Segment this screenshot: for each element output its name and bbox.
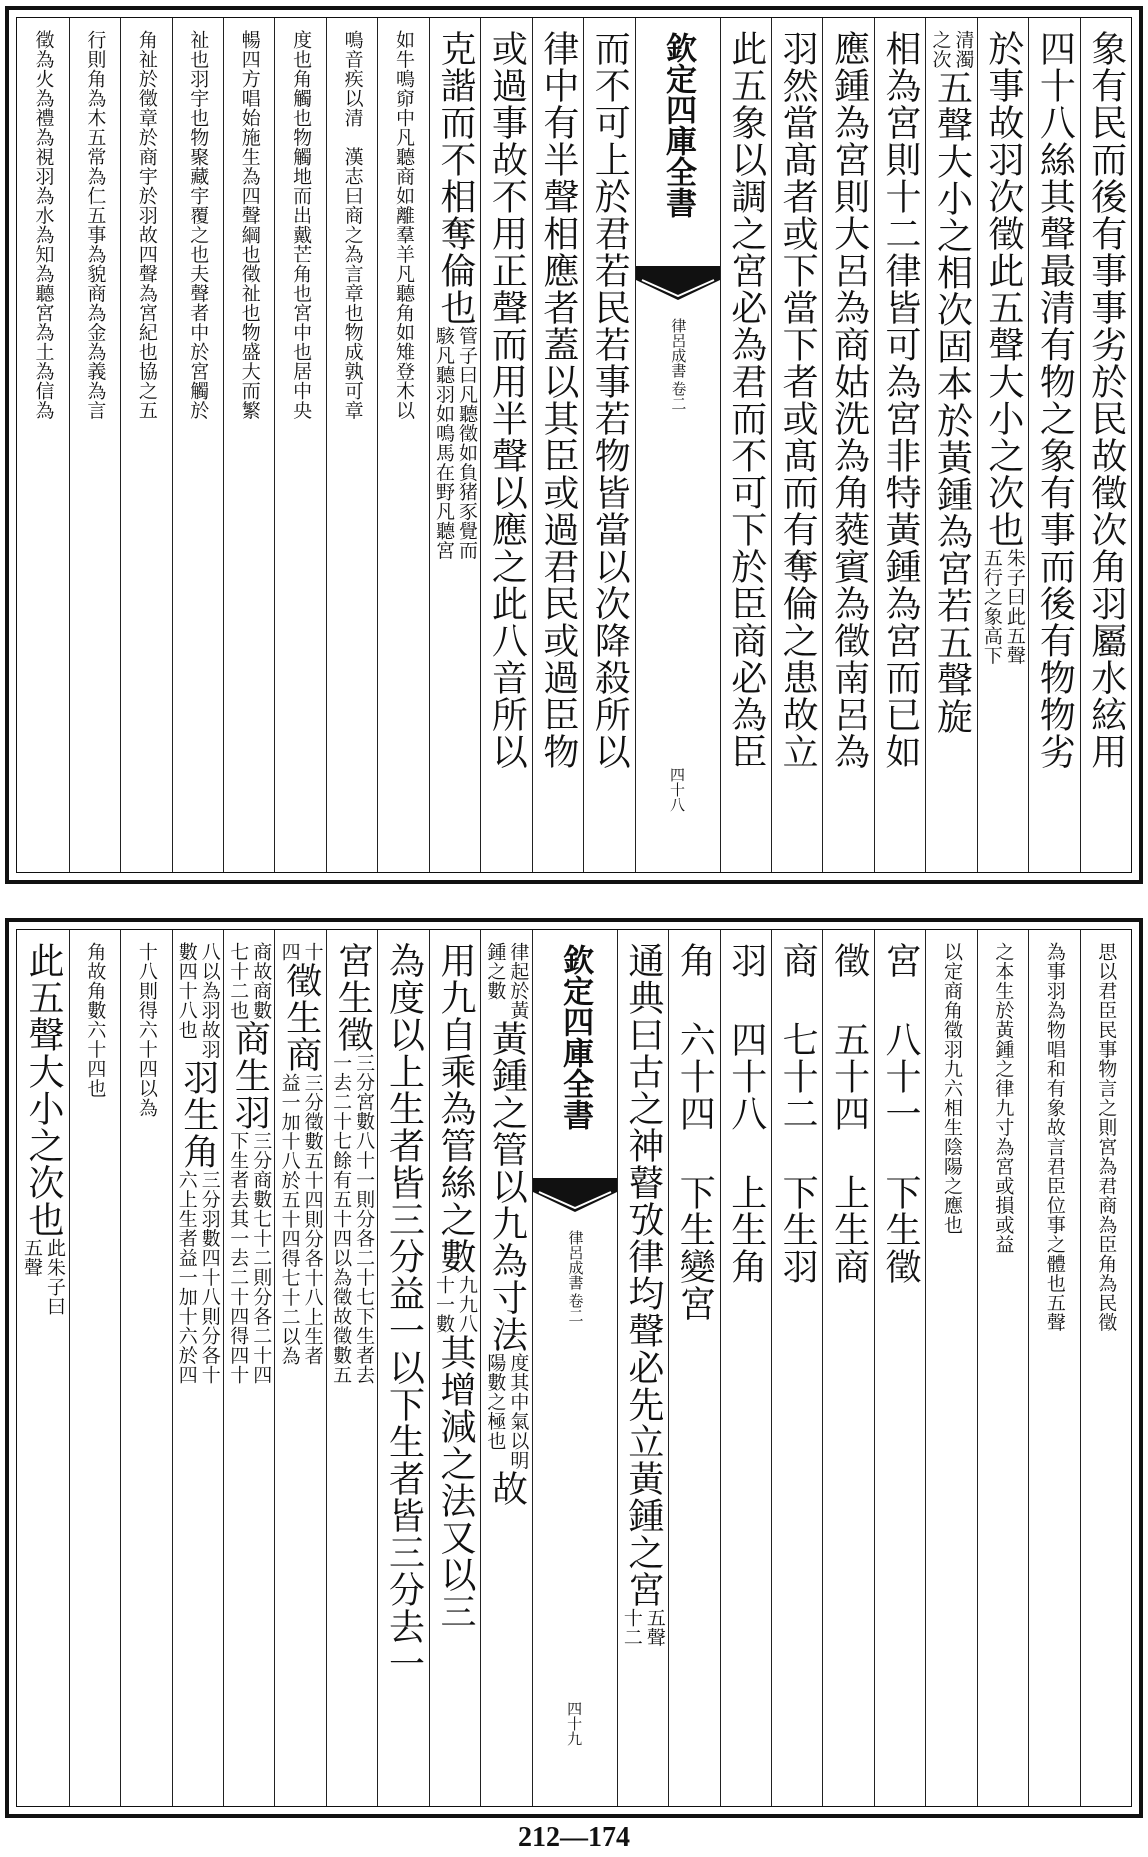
interlinear-note — [982, 548, 1024, 665]
text-column — [17, 18, 68, 872]
note-line: 九九八 — [455, 1275, 478, 1334]
text-column — [326, 930, 377, 1806]
column-text: 或過事故不用正聲而用半聲以應之此八音所以 — [486, 30, 528, 770]
pitch-entry — [721, 942, 771, 1285]
interlinear-note — [227, 942, 273, 1020]
main-text: 五聲大小之相次固本於黃鍾為宮若五聲旋 — [931, 69, 973, 735]
text-column — [172, 930, 223, 1806]
interlinear-note — [330, 1053, 376, 1385]
text-column — [274, 930, 325, 1806]
generation-rule: 下生徵 — [880, 1174, 922, 1285]
main-text: 此五聲大小之次也 — [22, 942, 64, 1238]
column-text: 角故角數六十四也 — [84, 942, 107, 1098]
text-column — [874, 18, 925, 872]
fish-tail-mark — [636, 266, 720, 300]
pitch-number: 四十八 — [725, 1021, 767, 1132]
text-column — [925, 930, 976, 1806]
interlinear-note — [227, 1131, 273, 1385]
pitch-entry — [669, 942, 719, 1322]
bottom-page-columns — [16, 929, 1132, 1807]
book-title-label: 律呂成書 — [566, 1230, 585, 1290]
main-text: 通典曰古之神瞽攷律均聲必先立黃鍾之宮 — [622, 942, 664, 1608]
column-text: 暢四方唱始施生為四聲綱也徵祉也物盛大而繁 — [238, 30, 261, 420]
bottom-page — [5, 918, 1143, 1818]
text-column — [977, 930, 1028, 1806]
column-text: 相為宮則十二律皆可為宮非特黃鍾為宮而已如 — [880, 30, 922, 770]
text-column — [223, 18, 274, 872]
column-text: 四十八絲其聲最清有物之象有事而後有物物劣 — [1034, 30, 1076, 770]
main-text: 徵生商 — [280, 961, 322, 1073]
text-column — [69, 930, 120, 1806]
pitch-name: 宮 — [880, 942, 922, 979]
column-text: 為事羽為物唱和有象故言君臣位事之體也五聲 — [1043, 942, 1066, 1332]
main-text: 克諧而不相奪倫也 — [434, 30, 476, 326]
text-column — [583, 18, 634, 872]
pitch-number: 八十一 — [880, 1021, 922, 1132]
column-text: 祉也羽宇也物聚藏宇覆之也夫聲者中於宮觸於 — [187, 30, 210, 420]
note-line: 十 — [301, 942, 324, 962]
note-line: 十一數 — [432, 1275, 455, 1334]
text-column — [223, 930, 274, 1806]
note-line: 商故商數 — [250, 942, 273, 1020]
note-line: 四 — [278, 942, 301, 962]
interlinear-note — [434, 326, 476, 560]
text-column — [977, 18, 1028, 872]
note-line: 一去二十七餘有五十四以為徵故徵數五 — [330, 1053, 353, 1385]
note-line: 度其中氣以明 — [507, 1353, 530, 1470]
column-text: 行則角為木五常為仁五事為貌商為金為義為言 — [84, 30, 107, 420]
note-line: 管子曰凡聽徵如負猪豕覺而 — [455, 326, 478, 560]
note-line: 八以為羽故羽 — [198, 942, 221, 1059]
note-line: 五行之象高下 — [980, 548, 1003, 665]
main-text: 羽生角 — [177, 1059, 219, 1170]
text-column — [120, 930, 171, 1806]
annotated-column — [327, 942, 377, 1385]
generation-rule: 上生角 — [725, 1174, 767, 1285]
note-line: 此朱子曰 — [43, 1238, 66, 1316]
text-column — [771, 930, 822, 1806]
main-text: 黃鍾之管以九為寸法 — [486, 1020, 528, 1353]
top-page-columns — [16, 17, 1132, 873]
text-column — [480, 930, 531, 1806]
text-column — [1080, 18, 1131, 872]
annotated-column — [481, 942, 531, 1507]
interlinear-note — [484, 942, 530, 1020]
text-column — [1028, 930, 1079, 1806]
center-gutter — [635, 18, 720, 872]
generation-rule: 下生羽 — [777, 1174, 819, 1285]
text-column — [326, 18, 377, 872]
column-text: 角祉於徵章於商宇於羽故四聲為宮紀也協之五 — [135, 30, 158, 420]
book-series-title: 欽定四庫全書 — [660, 32, 696, 218]
column-text: 鳴音疾以清 漢志曰商之為言章也物成孰可章 — [341, 30, 364, 420]
pitch-number: 六十四 — [674, 1021, 716, 1132]
note-line: 律起於黃 — [507, 942, 530, 1020]
volume-label: 卷二 — [669, 381, 688, 411]
volume-label: 卷二 — [566, 1293, 585, 1323]
annotated-column — [275, 942, 325, 1365]
pitch-number: 七十二 — [777, 1021, 819, 1132]
annotated-column — [17, 942, 68, 1316]
text-column — [274, 18, 325, 872]
column-text: 度也角觸也物觸地而出戴芒角也宮中也居中央 — [290, 30, 313, 420]
note-line: 朱子曰此五聲 — [1003, 548, 1026, 665]
text-column — [925, 18, 976, 872]
interlinear-note — [434, 1275, 476, 1334]
interlinear-note — [280, 942, 322, 962]
column-text: 律中有半聲相應者蓋以其臣或過君民或過臣物 — [537, 30, 579, 770]
column-text: 羽然當髙者或下當下者或髙而有奪倫之患故立 — [777, 30, 819, 770]
annotated-column — [173, 942, 223, 1385]
pitch-name: 商 — [777, 942, 819, 979]
fish-tail-mark — [533, 1178, 617, 1212]
text-column — [69, 18, 120, 872]
text-column — [822, 930, 873, 1806]
note-line: 六上生者益一加十六於四 — [175, 1170, 198, 1385]
column-text: 之本生於黃鍾之律九寸為宮或損或益 — [992, 942, 1015, 1254]
pitch-name: 角 — [674, 942, 716, 979]
note-line: 三分宮數八十一則分各二十七下生者去 — [353, 1053, 376, 1385]
book-title-label: 律呂成書 — [669, 318, 688, 378]
column-text: 為度以上生者皆三分益一以下生者皆三分去一 — [383, 942, 425, 1682]
pitch-number: 五十四 — [828, 1021, 870, 1132]
annotated-column — [978, 30, 1028, 665]
main-text-continued: 故 — [486, 1470, 528, 1507]
column-text: 而不可上於君若民若事若物皆當以次降殺所以 — [589, 30, 631, 770]
main-text: 宮生徵 — [332, 942, 374, 1053]
text-column — [429, 18, 480, 872]
text-column — [429, 930, 480, 1806]
pitch-entry — [875, 942, 925, 1285]
note-line: 三分徵數五十四則分各十八上生者 — [301, 1072, 324, 1365]
note-line: 三分商數七十二則分各二十四 — [250, 1131, 273, 1385]
note-line: 五聲 — [643, 1608, 666, 1647]
annotated-column — [224, 942, 274, 1385]
interlinear-note — [177, 1170, 219, 1385]
annotated-column — [430, 942, 480, 1630]
note-line: 五聲 — [20, 1238, 43, 1277]
note-line: 三分羽數四十八則分各十 — [198, 1170, 221, 1385]
main-text: 於事故羽次徵此五聲大小之次也 — [982, 30, 1024, 548]
note-line: 七十二也 — [227, 942, 250, 1020]
folio-number: 四十九 — [565, 1701, 584, 1746]
top-page — [5, 6, 1143, 884]
text-column — [874, 930, 925, 1806]
text-column — [1080, 930, 1131, 1806]
note-line: 駭凡聽羽如鳴馬在野凡聽宮 — [432, 326, 455, 560]
generation-rule: 下生變宮 — [674, 1174, 716, 1322]
main-text: 商生羽 — [229, 1020, 271, 1131]
column-text: 如牛鳴窌中凡聽商如離羣羊凡聽角如雉登木以 — [393, 30, 416, 420]
folio-number: 四十八 — [668, 767, 686, 812]
text-column — [720, 930, 771, 1806]
pitch-name: 徵 — [828, 942, 870, 979]
note-line: 鍾之數 — [484, 942, 507, 1001]
text-column — [822, 18, 873, 872]
interlinear-note — [622, 1608, 664, 1647]
page-footer-number: 212—174 — [518, 1822, 630, 1853]
column-text: 應鍾為宮則大呂為商姑洗為角蕤賓為徵南呂為 — [828, 30, 870, 770]
text-column — [720, 18, 771, 872]
text-column — [480, 18, 531, 872]
note-line: 十二 — [620, 1608, 643, 1647]
column-text: 徵為火為禮為視羽為水為知為聽宮為土為信為 — [32, 30, 55, 420]
text-column — [532, 18, 583, 872]
text-column — [377, 930, 428, 1806]
column-text: 以定商角徵羽九六相生陰陽之應也 — [940, 942, 963, 1235]
text-column — [172, 18, 223, 872]
note-line: 清濁 — [952, 30, 975, 69]
pitch-entry — [823, 942, 873, 1285]
note-line: 之次 — [929, 30, 952, 69]
text-column — [17, 930, 68, 1806]
main-text-continued: 其增減之法又以三 — [434, 1333, 476, 1630]
text-column — [617, 930, 668, 1806]
interlinear-note — [484, 1353, 530, 1470]
book-subtitle — [670, 318, 686, 411]
text-column — [1028, 18, 1079, 872]
note-line: 陽數之極也 — [484, 1353, 507, 1451]
generation-rule: 上生商 — [828, 1174, 870, 1285]
column-text: 此五象以調之宮必為君而不可下於臣商必為臣 — [725, 30, 767, 770]
annotated-column — [926, 30, 976, 735]
interlinear-note — [929, 30, 975, 69]
annotated-column — [618, 942, 668, 1647]
interlinear-note — [280, 1073, 322, 1366]
text-column — [120, 18, 171, 872]
center-gutter — [532, 930, 617, 1806]
text-column — [771, 18, 822, 872]
column-text: 思以君臣民事物言之則宮為君商為臣角為民徵 — [1095, 942, 1118, 1332]
pitch-name: 羽 — [725, 942, 767, 979]
interlinear-note — [22, 1238, 64, 1316]
main-text: 用九自乘為管絲之數 — [434, 942, 476, 1275]
text-column — [377, 18, 428, 872]
text-column — [668, 930, 719, 1806]
book-series-title: 欽定四庫全書 — [557, 944, 594, 1130]
interlinear-note — [177, 942, 219, 1059]
annotated-column — [430, 30, 480, 560]
column-text: 十八則得六十四以為 — [135, 942, 158, 1118]
pitch-entry — [772, 942, 822, 1285]
note-line: 數四十八也 — [175, 942, 198, 1040]
note-line: 下生者去其一去二十四得四十 — [227, 1131, 250, 1385]
column-text: 象有民而後有事事劣於民故徵次角羽屬水絃用 — [1085, 30, 1127, 770]
book-subtitle — [567, 1230, 583, 1323]
note-line: 益一加十八於五十四得七十二以為 — [278, 1072, 301, 1365]
